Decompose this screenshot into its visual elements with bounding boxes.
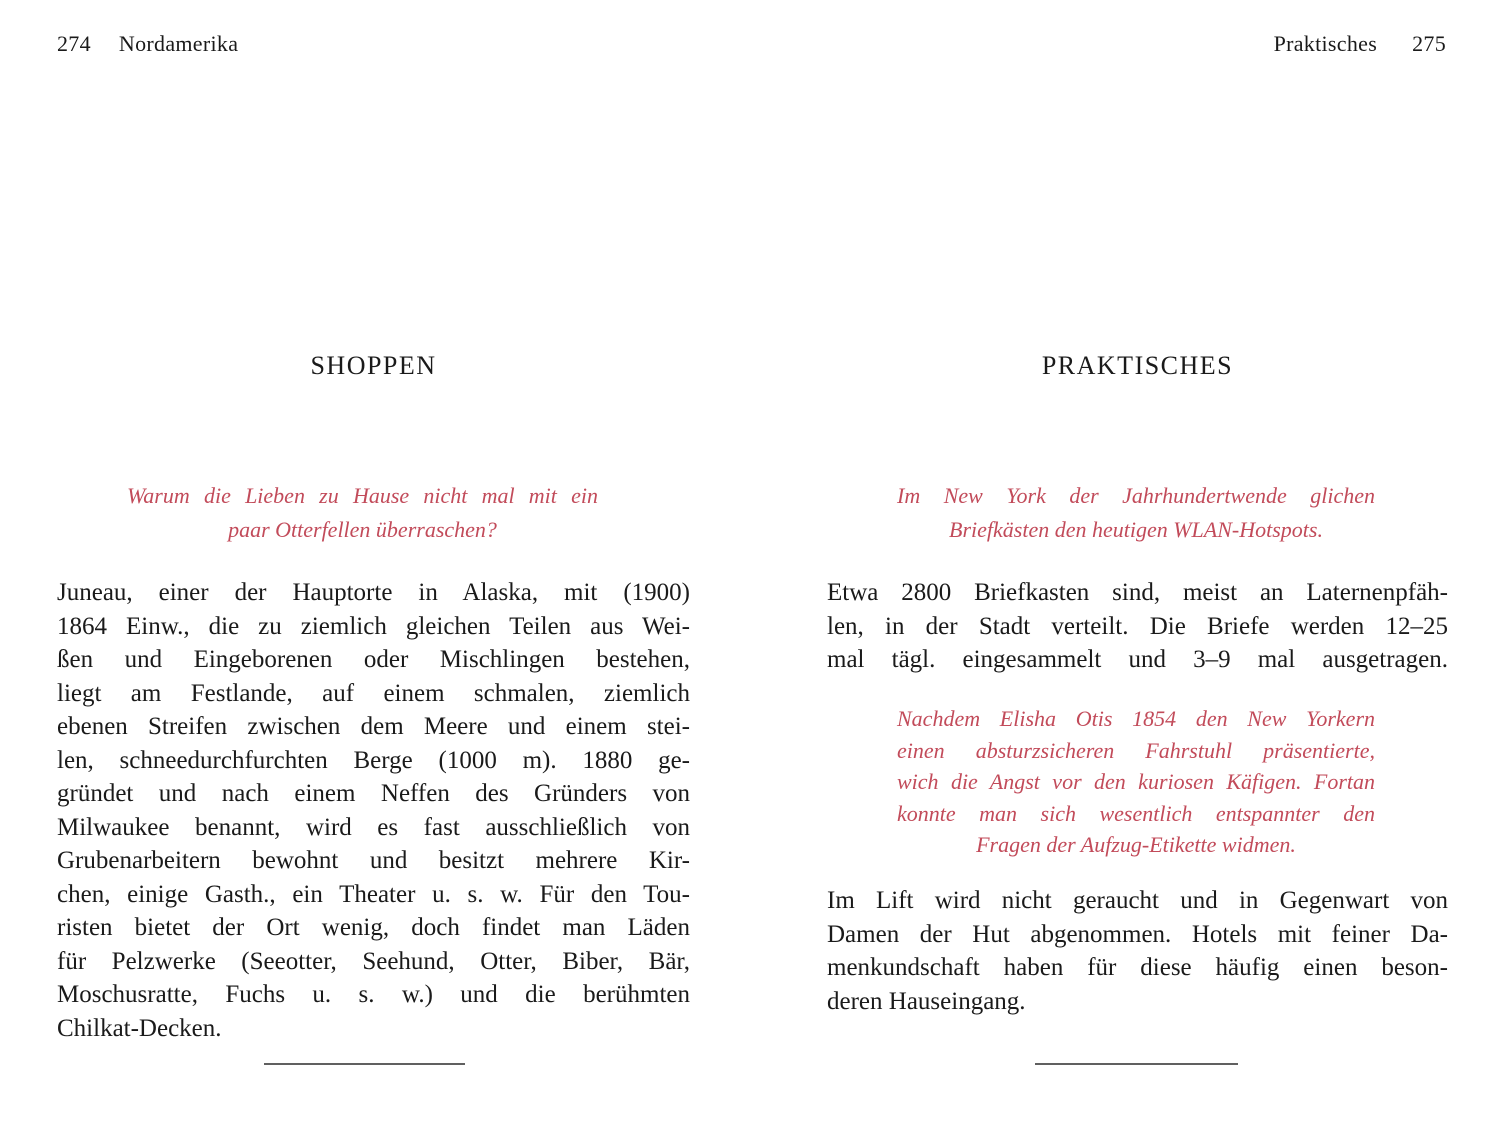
text-line: mal tägl. eingesammelt und 3–9 mal ausgetragen. <box>827 646 1448 673</box>
text-line: chen, einige Gasth., ein Theater u. s. w. Für den Tou- <box>57 880 690 908</box>
running-title-right: Praktisches <box>1273 31 1378 56</box>
text-line: Im New York der Jahrhundertwende glichen <box>897 483 1375 508</box>
footer-rule-left <box>264 1063 465 1065</box>
text-line: Im Lift wird nicht geraucht und in Gegenwart von <box>827 887 1448 914</box>
text-line: paar Otterfellen überraschen? <box>228 517 497 542</box>
body-paragraph-left <box>57 576 690 1045</box>
running-header-right <box>1274 31 1446 57</box>
quote-paragraph-right <box>897 703 1375 861</box>
text-line: Grubenarbeitern bewohnt und besitzt mehrere Kir- <box>57 847 690 874</box>
running-title-left: Nordamerika <box>118 31 239 56</box>
text-line: Chilkat-Decken. <box>57 1014 222 1042</box>
text-line: menkundschaft haben für diese häufig einen beson- <box>827 954 1448 981</box>
body-paragraph-right-2 <box>827 884 1448 1018</box>
text-line: Damen der Hut abgenommen. Hotels mit feiner Da- <box>827 920 1448 948</box>
text-line: gründet und nach einem Neffen des Gründers von <box>57 780 690 807</box>
page-number-left: 274 <box>57 31 91 56</box>
text-line: Fragen der Aufzug-Etikette widmen. <box>976 832 1296 857</box>
section-title-shoppen: SHOPPEN <box>310 351 437 380</box>
text-line: ebenen Streifen zwischen dem Meere und einem stei- <box>57 713 690 740</box>
text-line: Warum die Lieben zu Hause nicht mal mit ein <box>127 483 598 508</box>
intro-quote-right <box>897 479 1375 547</box>
text-line: einen absturzsicheren Fahrstuhl präsentierte, <box>897 737 1375 763</box>
text-line: Briefkästen den heutigen WLAN-Hotspots. <box>949 517 1323 542</box>
text-line: deren Hauseingang. <box>827 987 1026 1015</box>
text-line: Milwaukee benannt, wird es fast ausschließlich von <box>57 813 690 841</box>
text-line: liegt am Festlande, auf einem schmalen, ziemlich <box>57 679 690 707</box>
text-line: 1864 Einw., die zu ziemlich gleichen Teilen aus Wei- <box>57 612 690 640</box>
text-line: wich die Angst vor den kuriosen Käfigen. Fortan <box>897 769 1375 794</box>
text-line: Moschusratte, Fuchs u. s. w.) und die berühmten <box>57 981 690 1008</box>
running-header-left <box>57 31 238 57</box>
text-line: konnte man sich wesentlich entspannter den <box>897 800 1375 826</box>
section-title-praktisches: PRAKTISCHES <box>1041 351 1234 380</box>
text-line: ßen und Eingeborenen oder Mischlingen bestehen, <box>57 646 690 673</box>
text-line: len, in der Stadt verteilt. Die Briefe werden 12–25 <box>827 612 1448 640</box>
footer-rule-right <box>1035 1063 1238 1065</box>
text-line: risten bietet der Ort wenig, doch findet man Läden <box>57 914 690 941</box>
text-line: Nachdem Elisha Otis 1854 den New Yorkern <box>897 706 1375 731</box>
body-paragraph-right-1 <box>827 576 1448 677</box>
text-line: für Pelzwerke (Seeotter, Seehund, Otter, Biber, Bär, <box>57 947 690 975</box>
page-number-right: 275 <box>1412 31 1446 56</box>
text-line: Juneau, einer der Hauptorte in Alaska, mit (1900) <box>57 579 690 606</box>
intro-quote-left <box>127 479 598 547</box>
text-line: Etwa 2800 Briefkasten sind, meist an Laternenpfäh- <box>827 579 1448 606</box>
text-line: len, schneedurchfurchten Berge (1000 m). 1880 ge- <box>57 746 690 774</box>
